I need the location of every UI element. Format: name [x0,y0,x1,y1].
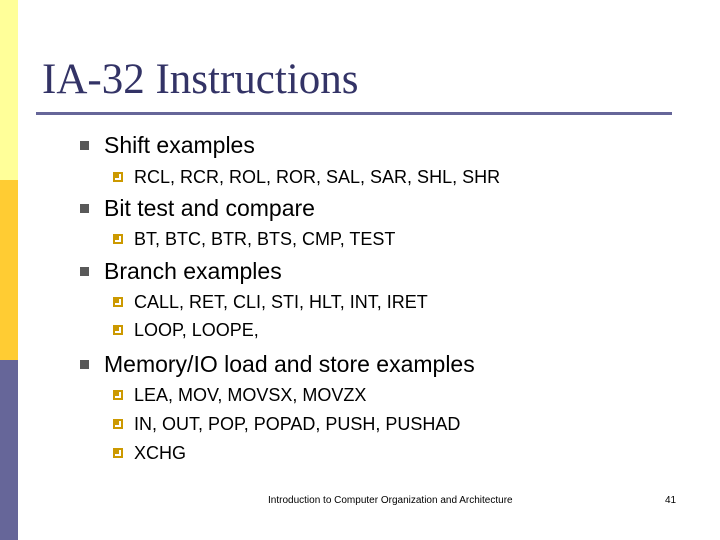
square-bullet-icon [80,204,89,213]
page-number: 41 [665,495,677,506]
hollow-square-bullet-icon [113,297,123,307]
list-item: BT, BTC, BTR, BTS, CMP, TEST [134,229,396,249]
list-item: IN, OUT, POP, POPAD, PUSH, PUSHAD [134,414,461,434]
slide-title: IA-32 Instructions [42,56,359,103]
title-underline [36,112,672,115]
hollow-square-bullet-icon [113,172,123,182]
square-bullet-icon [80,360,89,369]
list-item: RCL, RCR, ROL, ROR, SAL, SAR, SHL, SHR [134,167,501,187]
list-item: XCHG [134,443,187,463]
list-item: LOOP, LOOPE, [134,320,259,340]
section-heading-bit-test: Bit test and compare [104,195,315,221]
left-band-bottom [0,360,18,540]
hollow-square-bullet-icon [113,234,123,244]
left-band-top [0,0,18,180]
slide-footer: Introduction to Computer Organization and Architecture [268,495,513,506]
square-bullet-icon [80,267,89,276]
left-band-middle [0,180,18,360]
section-heading-shift: Shift examples [104,132,255,158]
hollow-square-bullet-icon [113,390,123,400]
square-bullet-icon [80,141,89,150]
hollow-square-bullet-icon [113,419,123,429]
list-item: CALL, RET, CLI, STI, HLT, INT, IRET [134,292,428,312]
section-heading-branch: Branch examples [104,258,282,284]
list-item: LEA, MOV, MOVSX, MOVZX [134,385,367,405]
hollow-square-bullet-icon [113,325,123,335]
section-heading-memory-io: Memory/IO load and store examples [104,351,475,377]
hollow-square-bullet-icon [113,448,123,458]
